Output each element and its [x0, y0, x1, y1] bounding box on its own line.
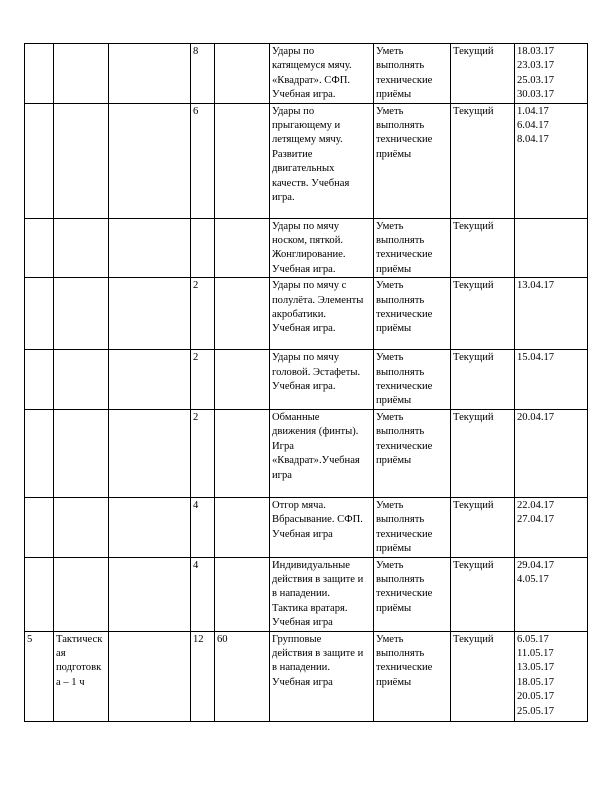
topic-line: Индивидуальные	[272, 559, 350, 571]
dates-cell	[515, 218, 588, 278]
control-type: Текущий	[453, 220, 494, 232]
dates-cell	[515, 44, 588, 104]
topic-line: Удары по	[272, 46, 315, 57]
lesson-number-cell	[25, 350, 54, 410]
planned-cell	[215, 103, 270, 218]
topic-line: летящему мячу.	[272, 134, 343, 146]
hours-value: 4	[193, 499, 199, 511]
requirements-line: Уметь	[376, 46, 404, 57]
lesson-number-cell	[25, 103, 54, 218]
requirements-line: Уметь	[376, 105, 404, 117]
control-type-cell	[451, 409, 515, 497]
requirements-line: технические	[376, 134, 433, 146]
requirements-line: выполнять	[376, 235, 425, 247]
requirements-line: приёмы	[376, 543, 412, 555]
requirements-cell	[374, 44, 451, 104]
date-line: 18.03.17	[517, 46, 555, 57]
section-cell	[54, 631, 109, 721]
topic-line: игра.	[272, 192, 295, 204]
lesson-number-cell	[25, 44, 54, 104]
table-row	[25, 218, 588, 278]
requirements-line: технические	[376, 309, 433, 321]
requirements-line: выполнять	[376, 294, 425, 306]
topic-line: Удары по мячу	[272, 352, 339, 364]
requirements-line: Уметь	[376, 411, 404, 423]
blank-cell	[109, 409, 191, 497]
topic-line: Учебная игра.	[272, 381, 336, 393]
section-line: Тактическ	[56, 633, 103, 645]
hours-value: 4	[193, 559, 199, 571]
hours-cell	[191, 218, 215, 278]
topic-line: «Квадрат». СФП.	[272, 74, 350, 86]
requirements-line: Уметь	[376, 352, 404, 364]
lesson-number-cell	[25, 497, 54, 557]
lesson-number-cell	[25, 218, 54, 278]
hours-value: 2	[193, 411, 199, 423]
lesson-number-cell	[25, 631, 54, 721]
date-line: 30.03.17	[517, 89, 555, 101]
dates-cell	[515, 350, 588, 410]
date-line: 20.04.17	[517, 411, 555, 423]
topic-line: в нападении.	[272, 588, 331, 600]
section-cell	[54, 278, 109, 350]
hours-cell	[191, 497, 215, 557]
requirements-line: технические	[376, 381, 433, 393]
date-line: 1.04.17	[517, 105, 549, 117]
control-type-cell	[451, 497, 515, 557]
section-cell	[54, 44, 109, 104]
requirements-line: выполнять	[376, 60, 425, 72]
control-type: Текущий	[453, 411, 494, 423]
hours-cell	[191, 409, 215, 497]
date-line: 8.04.17	[517, 134, 549, 146]
table-row	[25, 278, 588, 350]
lesson-plan-table	[24, 43, 588, 722]
control-type-cell	[451, 278, 515, 350]
requirements-line: приёмы	[376, 602, 412, 614]
hours-cell	[191, 103, 215, 218]
topic-line: Удары по	[272, 105, 315, 117]
requirements-line: приёмы	[376, 395, 412, 407]
control-type: Текущий	[453, 633, 494, 645]
requirements-line: приёмы	[376, 148, 412, 160]
requirements-cell	[374, 631, 451, 721]
topic-line: Учебная игра.	[272, 263, 336, 275]
date-line: 27.04.17	[517, 514, 555, 526]
topic-line: движения (финты).	[272, 426, 359, 438]
topic-line: Отгор мяча.	[272, 499, 326, 511]
requirements-line: выполнять	[376, 426, 425, 438]
control-type-cell	[451, 103, 515, 218]
planned-cell	[215, 497, 270, 557]
table-row	[25, 350, 588, 410]
blank-cell	[109, 44, 191, 104]
topic-cell	[270, 631, 374, 721]
dates-cell	[515, 103, 588, 218]
date-line: 22.04.17	[517, 499, 555, 511]
topic-line: Учебная игра	[272, 528, 333, 540]
blank-cell	[109, 103, 191, 218]
control-type-cell	[451, 557, 515, 631]
date-line: 25.03.17	[517, 74, 555, 86]
topic-cell	[270, 350, 374, 410]
hours-cell	[191, 557, 215, 631]
topic-line: Тактика вратаря.	[272, 602, 348, 614]
requirements-line: технические	[376, 588, 433, 600]
section-line: а – 1 ч	[56, 676, 85, 688]
section-cell	[54, 218, 109, 278]
requirements-line: выполнять	[376, 120, 425, 132]
topic-line: Учебная игра.	[272, 89, 336, 101]
planned-cell	[215, 409, 270, 497]
date-line: 13.05.17	[517, 662, 555, 674]
requirements-line: выполнять	[376, 366, 425, 378]
control-type-cell	[451, 350, 515, 410]
requirements-line: выполнять	[376, 573, 425, 585]
requirements-cell	[374, 103, 451, 218]
hours-cell	[191, 278, 215, 350]
date-line: 4.05.17	[517, 573, 549, 585]
lesson-number-cell	[25, 409, 54, 497]
section-cell	[54, 103, 109, 218]
date-line: 6.04.17	[517, 120, 549, 132]
control-type: Текущий	[453, 46, 494, 57]
requirements-line: Уметь	[376, 633, 404, 645]
topic-line: Удары по мячу	[272, 220, 339, 232]
planned-value: 60	[217, 633, 228, 645]
section-cell	[54, 557, 109, 631]
date-line: 15.04.17	[517, 352, 555, 364]
requirements-line: технические	[376, 74, 433, 86]
date-line: 20.05.17	[517, 691, 555, 703]
topic-line: действия в защите и	[272, 647, 364, 659]
requirements-line: выполнять	[376, 647, 425, 659]
planned-cell	[215, 631, 270, 721]
requirements-cell	[374, 557, 451, 631]
control-type: Текущий	[453, 280, 494, 292]
topic-line: прыгающему и	[272, 120, 341, 132]
planned-cell	[215, 350, 270, 410]
table-row	[25, 44, 588, 104]
requirements-cell	[374, 218, 451, 278]
lesson-number-cell	[25, 557, 54, 631]
hours-value: 2	[193, 280, 199, 292]
hours-value: 6	[193, 105, 199, 117]
date-line: 18.05.17	[517, 676, 555, 688]
table-row	[25, 497, 588, 557]
requirements-line: Уметь	[376, 499, 404, 511]
blank-cell	[109, 218, 191, 278]
section-cell	[54, 409, 109, 497]
table-row	[25, 103, 588, 218]
topic-cell	[270, 218, 374, 278]
requirements-line: технические	[376, 440, 433, 452]
blank-cell	[109, 350, 191, 410]
dates-cell	[515, 557, 588, 631]
control-type: Текущий	[453, 105, 494, 117]
topic-line: действия в защите и	[272, 573, 364, 585]
topic-line: Развитие	[272, 148, 313, 160]
hours-value: 8	[193, 46, 199, 57]
requirements-line: приёмы	[376, 676, 412, 688]
requirements-cell	[374, 497, 451, 557]
topic-line: Групповые	[272, 633, 322, 645]
hours-value: 2	[193, 352, 199, 364]
date-line: 6.05.17	[517, 633, 549, 645]
control-type-cell	[451, 44, 515, 104]
blank-cell	[109, 497, 191, 557]
section-line: подготовк	[56, 662, 102, 674]
topic-line: полулёта. Элементы	[272, 294, 364, 306]
requirements-cell	[374, 409, 451, 497]
topic-cell	[270, 103, 374, 218]
topic-line: Удары по мячу с	[272, 280, 347, 292]
topic-line: Учебная игра.	[272, 323, 336, 335]
requirements-line: Уметь	[376, 559, 404, 571]
hours-cell	[191, 44, 215, 104]
control-type: Текущий	[453, 352, 494, 364]
table-row	[25, 631, 588, 721]
planned-cell	[215, 557, 270, 631]
requirements-line: выполнять	[376, 514, 425, 526]
topic-line: катящемуся мячу.	[272, 60, 352, 72]
date-line: 29.04.17	[517, 559, 555, 571]
topic-line: Жонглирование.	[272, 249, 346, 261]
requirements-line: Уметь	[376, 220, 404, 232]
requirements-line: приёмы	[376, 323, 412, 335]
hours-cell	[191, 631, 215, 721]
requirements-line: технические	[376, 249, 433, 261]
control-type-cell	[451, 631, 515, 721]
hours-cell	[191, 350, 215, 410]
topic-line: акробатики.	[272, 309, 327, 321]
section-line: ая	[56, 647, 66, 659]
topic-line: Учебная игра	[272, 617, 333, 629]
topic-line: Обманные	[272, 411, 320, 423]
dates-cell	[515, 409, 588, 497]
topic-cell	[270, 278, 374, 350]
topic-line: в нападении.	[272, 662, 331, 674]
dates-cell	[515, 631, 588, 721]
lesson-number: 5	[27, 633, 33, 645]
dates-cell	[515, 278, 588, 350]
topic-cell	[270, 557, 374, 631]
date-line: 11.05.17	[517, 647, 554, 659]
blank-cell	[109, 278, 191, 350]
topic-line: «Квадрат».Учебная	[272, 455, 360, 467]
planned-cell	[215, 218, 270, 278]
requirements-line: приёмы	[376, 89, 412, 101]
section-cell	[54, 350, 109, 410]
topic-cell	[270, 497, 374, 557]
section-cell	[54, 497, 109, 557]
requirements-line: приёмы	[376, 455, 412, 467]
requirements-cell	[374, 350, 451, 410]
requirements-line: Уметь	[376, 280, 404, 292]
table-row	[25, 557, 588, 631]
hours-value: 12	[193, 633, 204, 645]
topic-line: качеств. Учебная	[272, 177, 350, 189]
topic-line: двигательных	[272, 163, 335, 175]
date-line: 23.03.17	[517, 60, 555, 72]
planned-cell	[215, 278, 270, 350]
topic-line: игра	[272, 469, 293, 481]
date-line: 25.05.17	[517, 705, 555, 717]
control-type: Текущий	[453, 499, 494, 511]
control-type: Текущий	[453, 559, 494, 571]
lesson-number-cell	[25, 278, 54, 350]
topic-cell	[270, 44, 374, 104]
requirements-line: технические	[376, 528, 433, 540]
topic-line: Вбрасывание. СФП.	[272, 514, 363, 526]
table-row	[25, 409, 588, 497]
date-line: 13.04.17	[517, 280, 555, 292]
dates-cell	[515, 497, 588, 557]
topic-line: носком, пяткой.	[272, 235, 344, 247]
blank-cell	[109, 631, 191, 721]
topic-line: Учебная игра	[272, 676, 333, 688]
topic-cell	[270, 409, 374, 497]
requirements-cell	[374, 278, 451, 350]
requirements-line: приёмы	[376, 263, 412, 275]
topic-line: головой. Эстафеты.	[272, 366, 361, 378]
control-type-cell	[451, 218, 515, 278]
requirements-line: технические	[376, 662, 433, 674]
topic-line: Игра	[272, 440, 294, 452]
blank-cell	[109, 557, 191, 631]
planned-cell	[215, 44, 270, 104]
